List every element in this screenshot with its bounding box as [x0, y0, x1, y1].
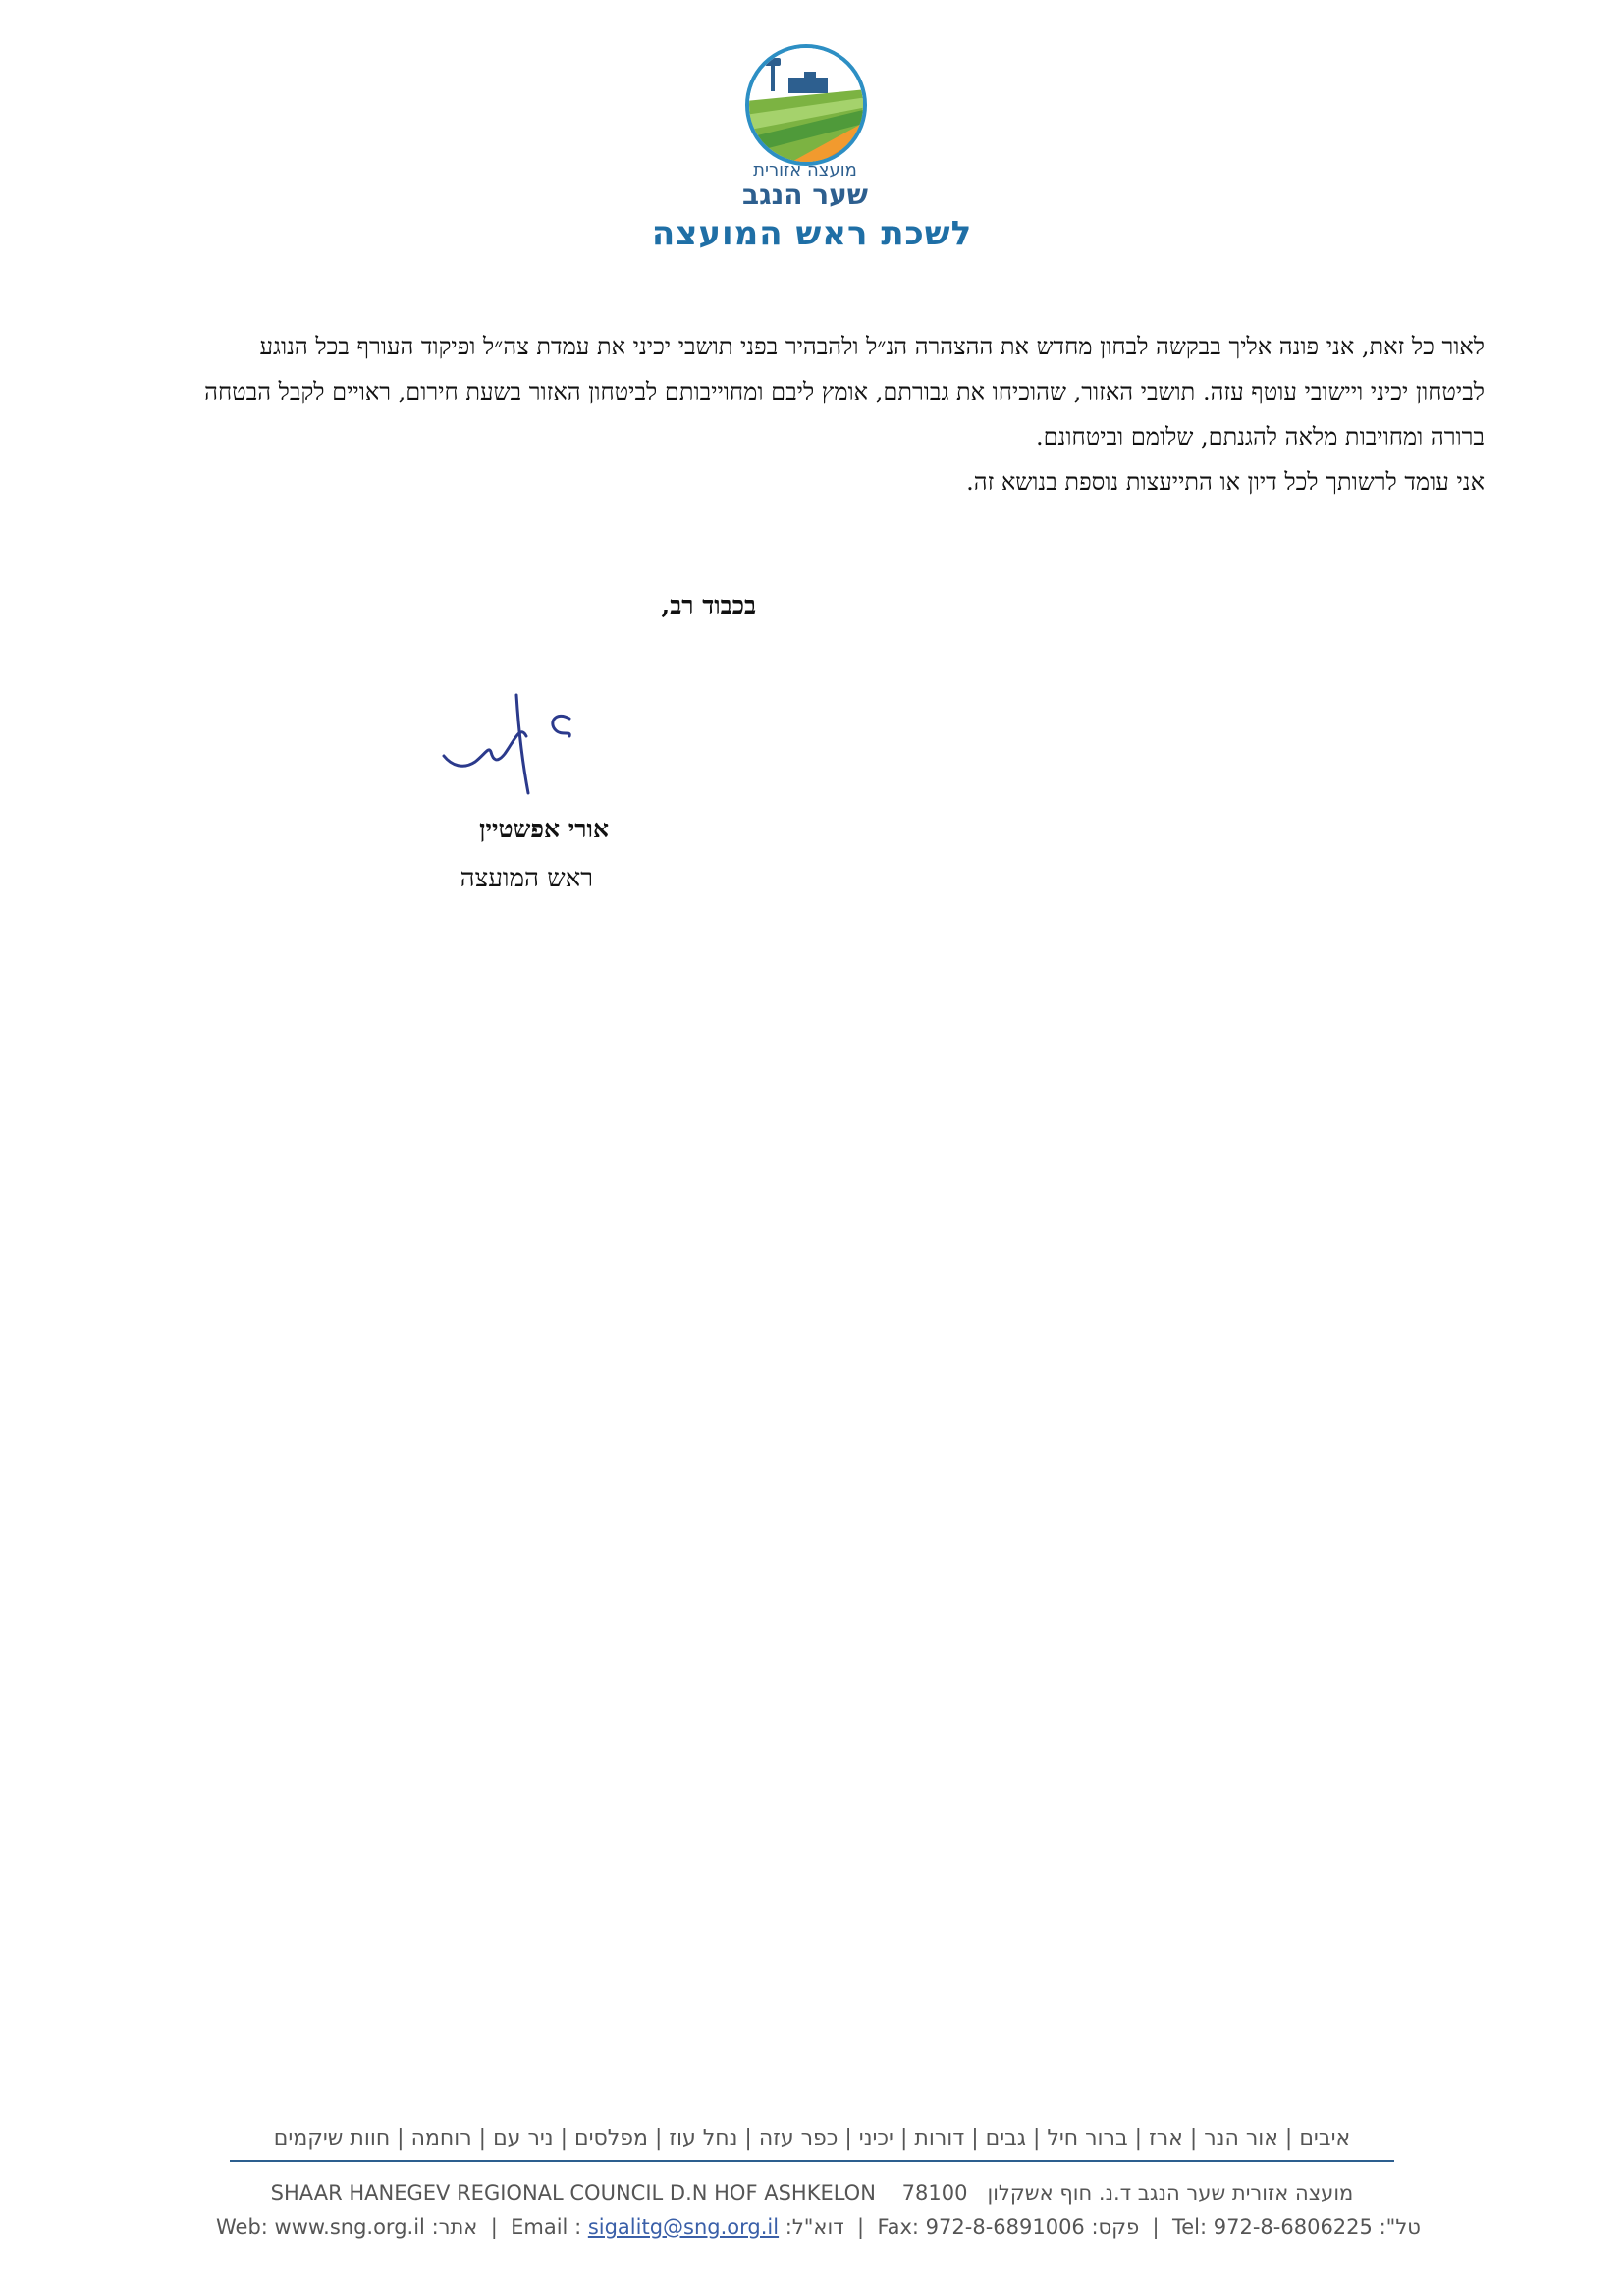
signatory-title: ראש המועצה — [460, 864, 593, 893]
council-logo — [745, 44, 867, 166]
address-he: מועצה אזורית שער הנגב ד.נ. חוף אשקלון — [987, 2181, 1354, 2205]
closing-salutation: בכבוד רב, — [661, 591, 756, 619]
email-label-he: דוא"ל: — [785, 2216, 844, 2239]
web-link[interactable]: www.sng.org.il — [274, 2216, 425, 2239]
fax-label-he: פקס: — [1091, 2216, 1140, 2239]
address-en: SHAAR HANEGEV REGIONAL COUNCIL D.N HOF ASHKELON — [270, 2181, 876, 2205]
fax-number: 972-8-6891006 — [925, 2216, 1085, 2239]
footer-divider — [230, 2160, 1394, 2162]
logo-line-2: שער הנגב — [742, 178, 868, 211]
tel-label-he: טל": — [1379, 2216, 1421, 2239]
tel-label: Tel: — [1171, 2216, 1208, 2239]
signature-image — [432, 667, 589, 805]
footer-settlements: איבים | אור הנר | ארז | ברור חיל | גבים | דורות | יכיני | כפר עזה | נחל עוז | מפלסים | ניר עם | רוחמה | חוות שיקמים — [273, 2126, 1351, 2151]
email-label: Email : — [511, 2216, 582, 2239]
letter-body — [187, 324, 1485, 505]
footer-address — [216, 2181, 1408, 2205]
body-paragraph-2: אני עומד לרשותך לכל דיון או התייעצות נוספת בנושא זה. — [966, 468, 1485, 496]
logo-text — [727, 162, 884, 209]
fax-label: Fax: — [877, 2216, 919, 2239]
footer-contact: Web: www.sng.org.il אתר: | Email : sigalitg@sng.org.il דוא"ל: | Fax: 972-8-6891006 פקס: | Tel: 972-8-6806225 טל": — [216, 2216, 1421, 2239]
email-link[interactable]: sigalitg@sng.org.il — [587, 2216, 780, 2239]
postal-code: 78100 — [901, 2181, 968, 2205]
web-label: Web: — [216, 2216, 268, 2239]
office-title: לשכת ראש המועצה — [651, 214, 973, 253]
body-paragraph-1: לאור כל זאת, אני פונה אליך בבקשה לבחון מחדש את ההצהרה הנ״ל ולהבהיר בפני תושבי יכיני את עמדת צה״ל ופיקוד העורף בכל הנוגע לביטחון יכיני ויישובי עוטף עזה. תושבי האזור, שהוכיחו את גבורתם, אומץ ליבם ומחוייבותם לביטחון האזור בשעת חירום, ראויים לקבל הבטחה ברורה ומחויבות מלאה להגנתם, שלומם וביטחונם. — [204, 333, 1485, 451]
web-label-he: אתר: — [431, 2216, 478, 2239]
logo-line-1: מועצה אזורית — [753, 160, 857, 181]
tel-number: 972-8-6806225 — [1213, 2216, 1373, 2239]
signatory-name: אורי אפשטיין — [479, 815, 609, 843]
